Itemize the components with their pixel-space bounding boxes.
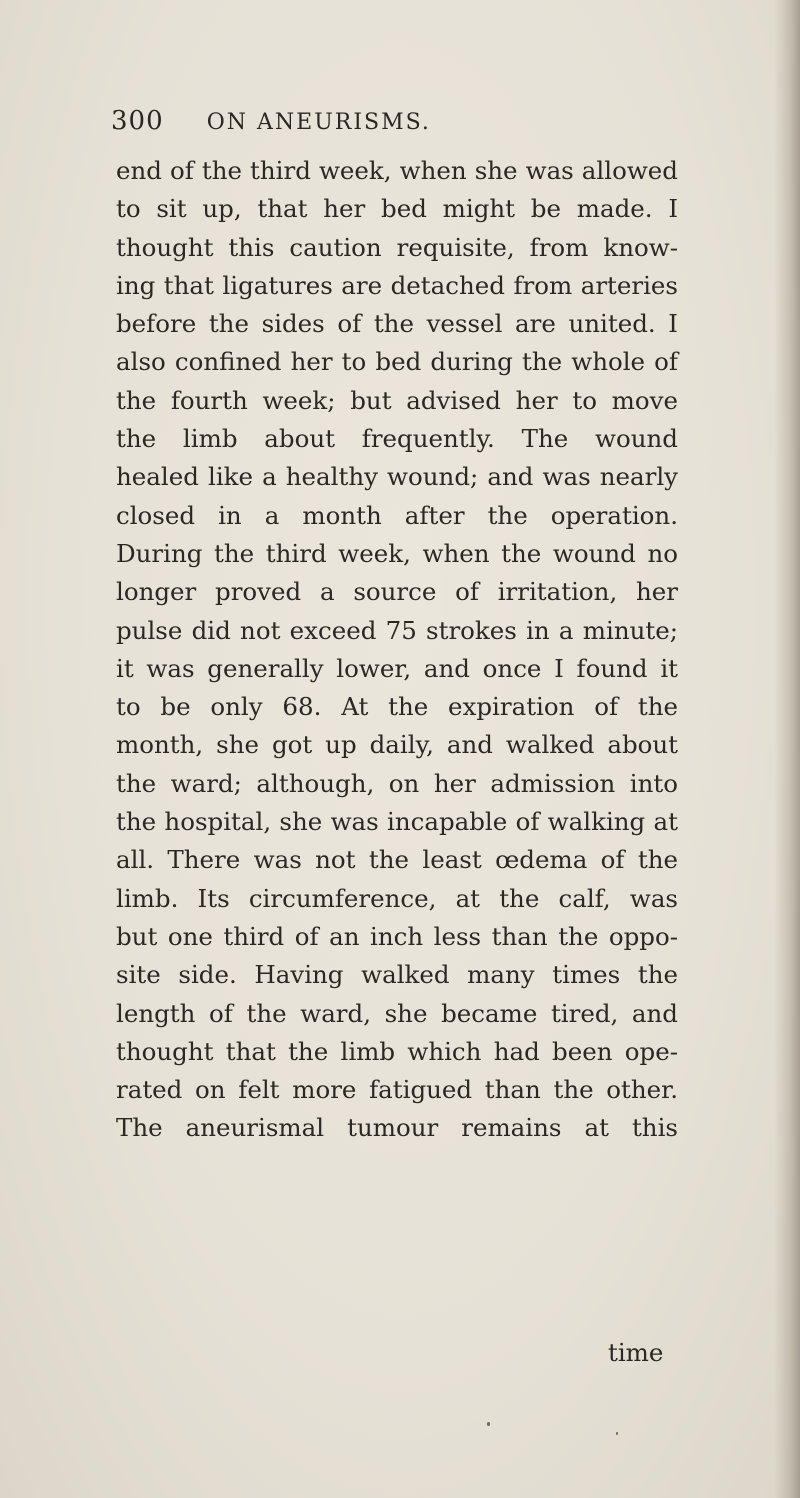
text-line: before the sides of the vessel are united. I [116, 309, 678, 339]
paper-speck [487, 1422, 490, 1426]
text-line: The aneurismal tumour remains at this [116, 1113, 678, 1143]
text-line: the ward; although, on her admission into [116, 768, 678, 798]
text-line: end of the third week, when she was allowed [116, 156, 678, 185]
text-line: site side. Having walked many times the [116, 960, 678, 990]
catchword: time [608, 1338, 664, 1367]
text-line: limb. Its circumference, at the calf, was [116, 883, 678, 913]
text-line: healed like a healthy wound; and was nearly [116, 462, 678, 492]
text-line: but one third of an inch less than the oppo- [116, 921, 678, 951]
text-line: pulse did not exceed 75 strokes in a minute; [116, 615, 678, 645]
body-text [116, 152, 678, 1148]
page-edge-shadow [774, 0, 800, 1498]
running-title: ON ANEURISMS. [206, 110, 431, 135]
running-head [111, 106, 671, 136]
text-line: length of the ward, she became tired, and [116, 998, 678, 1028]
paper-speck [616, 1432, 618, 1435]
text-line: rated on felt more fatigued than the other. [116, 1075, 678, 1105]
page-number: 300 [111, 106, 164, 136]
text-line: month, she got up daily, and walked about [116, 730, 678, 760]
text-line: thought this caution requisite, from know- [116, 232, 678, 262]
text-line: it was generally lower, and once I found it [116, 653, 678, 683]
text-line: During the third week, when the wound no [116, 538, 678, 568]
text-line: all. There was not the least œdema of the [116, 845, 678, 875]
text-line: to be only 68. At the expiration of the [116, 692, 678, 722]
text-line: the hospital, she was incapable of walking at [116, 807, 678, 837]
text-line: ing that ligatures are detached from arteries [116, 270, 678, 300]
text-line: to sit up, that her bed might be made. I [116, 194, 678, 224]
text-line: closed in a month after the operation. [116, 500, 678, 530]
text-line: also confined her to bed during the whole of [116, 347, 678, 377]
text-line: longer proved a source of irritation, her [116, 577, 678, 607]
text-line: thought that the limb which had been ope- [116, 1036, 678, 1066]
text-line: the limb about frequently. The wound [116, 424, 678, 454]
text-line: the fourth week; but advised her to move [116, 385, 678, 415]
